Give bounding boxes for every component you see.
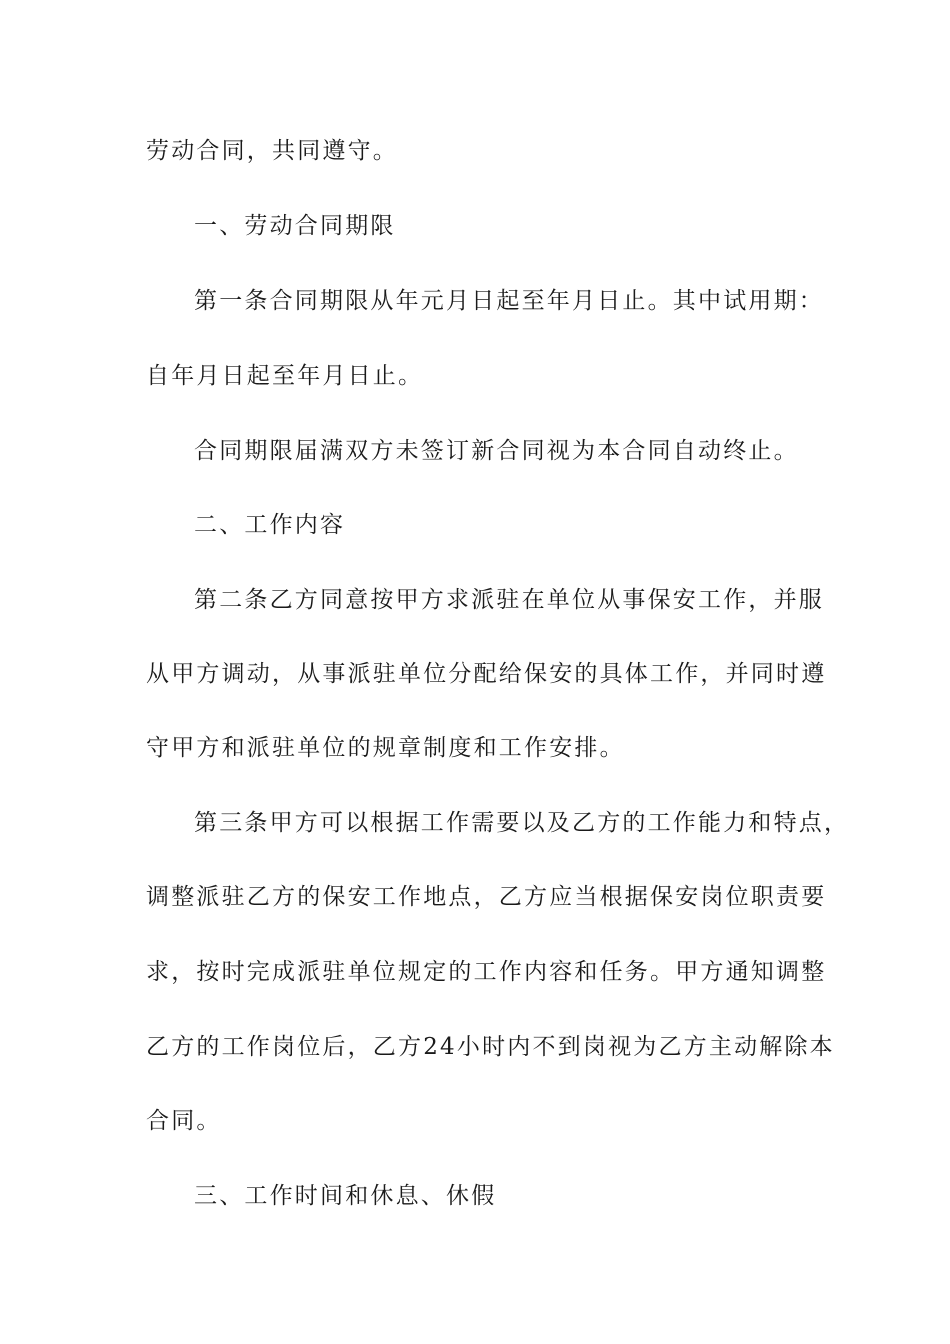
article-3-line: 合同。 [146, 1108, 222, 1134]
article-2-line: 第二条乙方同意按甲方求派驻在单位从事保安工作，并服 [194, 587, 824, 613]
article-3-line: 调整派驻乙方的保安工作地点，乙方应当根据保安岗位职责要 [146, 884, 827, 910]
section-heading-content: 二、工作内容 [194, 512, 346, 538]
article-2-line: 守甲方和派驻单位的规章制度和工作安排。 [146, 735, 625, 761]
paragraph-line: 劳动合同，共同遵守。 [146, 138, 398, 164]
article-3-line: 第三条甲方可以根据工作需要以及乙方的工作能力和特点， [194, 810, 850, 836]
article-2-line: 从甲方调动，从事派驻单位分配给保安的具体工作，并同时遵 [146, 661, 827, 687]
article-3-line: 乙方的工作岗位后，乙方24小时内不到岗视为乙方主动解除本 [146, 1034, 835, 1060]
paragraph-line: 合同期限届满双方未签订新合同视为本合同自动终止。 [194, 438, 799, 464]
section-heading-hours: 三、工作时间和休息、休假 [194, 1183, 497, 1209]
article-3-line: 求，按时完成派驻单位规定的工作内容和任务。甲方通知调整 [146, 959, 827, 985]
article-1-line: 自年月日起至年月日止。 [146, 363, 424, 389]
section-heading-term: 一、劳动合同期限 [194, 213, 396, 239]
article-1-line: 第一条合同期限从年元月日起至年月日止。其中试用期： [194, 288, 824, 314]
